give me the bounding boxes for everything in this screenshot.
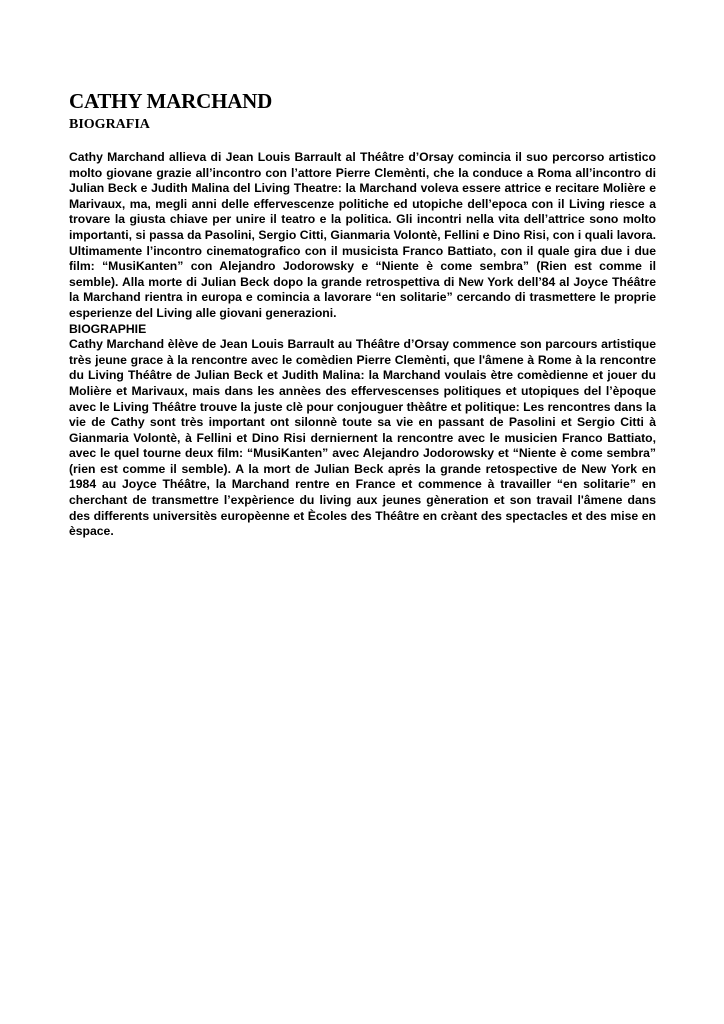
section-heading-biografia: BIOGRAFIA <box>69 117 150 132</box>
page-title: CATHY MARCHAND <box>69 89 273 113</box>
section-heading-biographie: BIOGRAPHIE <box>69 321 147 336</box>
biography-french-paragraph: Cathy Marchand èlève de Jean Louis Barrault au Théâtre d’Orsay commence son parcours artistique très jeune grace à la rencontre avec le comèdien Pierre Clemènti, que l'âmene à Rome à la rencontre du Living Théâtre de Julian Beck et Judith Malina: la Marchand voulais ètre comèdienne et jouer du Molière et Marivaux, mais dans les annèes des effervescenses politiques et utopiques del l’èpoque avec le Living Théâtre trouve la juste clè pour conjouguer thèâtre et politique: Les rencontres dans la vie de Cathy sont très important ont silonnè toute sa vie en passant de Pasolini et Sergio Citti à Gianmaria Volontè, à Fellini et Dino Risi derniernent la rencontre avec le musicien Franco Battiato, avec le quel tourne deux film: “MusiKanten” avec Alejandro Jodorowsky et “Niente è come sembra” (rien est comme il semble). A la mort de Julian Beck aprės la grande retospective de New York en 1984 au Joyce Théâtre, la Marchand rentre en France et commence à travailler “en solitarie” en cherchant de transmettre l’expèrience du living aux jeunes gèneration et son travail l'âmene dans des differents universitès europèenne et Ècoles des Théâtre en crèant des spectacles et des mise en èspace. <box>69 337 656 539</box>
biography-italian-paragraph: Cathy Marchand allieva di Jean Louis Barrault al Théâtre d’Orsay comincia il suo percorso artistico molto giovane grazie all’incontro con l’attore Pierre Clemènti, che la conduce a Roma all’incontro di Julian Beck e Judith Malina del Living Theatre: la Marchand voleva essere attrice e recitare Molière e Marivaux, ma, megli anni delle effervescenze politiche ed utopiche dell’epoca con il Living riesce a trovare la giusta chiave per unire il teatro e la politica. Gli incontri nella vita dell’attrice sono molto importanti, si passa da Pasolini, Sergio Citti, Gianmaria Volontè, Fellini e Dino Risi, con i quali lavora. Ultimamente l’incontro cinematografico con il musicista Franco Battiato, con il quale gira due i due film: “MusiKanten” con Alejandro Jodorowsky e “Niente è come sembra” (Rien est comme il semble). Alla morte di Julian Beck dopo la grande retrospettiva di New York dell’84 al Joyce Théâtre la Marchand rientra in europa e comincia a lavorare “en solitarie” cercando di trasmettere le proprie esperienze del Living alle giovani generazioni. <box>69 150 656 320</box>
document-page <box>69 88 656 540</box>
